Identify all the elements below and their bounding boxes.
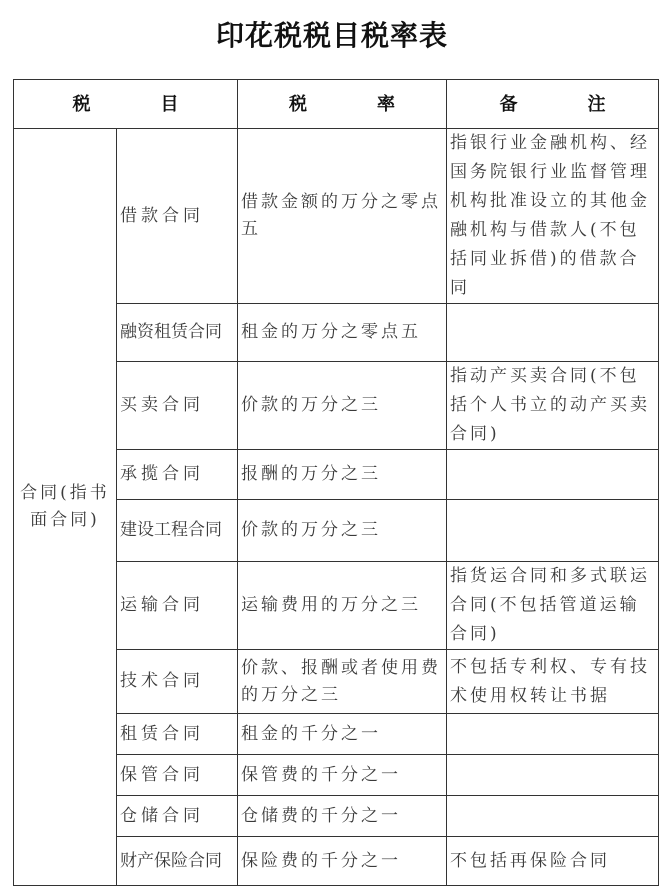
header-tax-item: 税 目 bbox=[14, 80, 238, 129]
rate-cell: 价款、报酬或者使用费的万分之三 bbox=[238, 650, 447, 714]
note-cell: 指货运合同和多式联运合同(不包括管道运输合同) bbox=[447, 562, 659, 650]
item-cell: 财产保险合同 bbox=[117, 837, 238, 886]
item-cell: 借款合同 bbox=[117, 129, 238, 304]
rate-cell: 租金的万分之零点五 bbox=[238, 304, 447, 362]
tax-rate-table bbox=[13, 79, 659, 886]
rate-cell: 保管费的千分之一 bbox=[238, 755, 447, 796]
rate-cell: 仓储费的千分之一 bbox=[238, 796, 447, 837]
note-cell: 指动产买卖合同(不包括个人书立的动产买卖合同) bbox=[447, 362, 659, 450]
note-cell bbox=[447, 304, 659, 362]
note-cell bbox=[447, 500, 659, 562]
item-cell: 建设工程合同 bbox=[117, 500, 238, 562]
rate-cell: 租金的千分之一 bbox=[238, 714, 447, 755]
item-cell: 租赁合同 bbox=[117, 714, 238, 755]
note-cell bbox=[447, 796, 659, 837]
page-title: 印花税税目税率表 bbox=[215, 19, 448, 52]
table-header-row bbox=[14, 80, 659, 129]
table-row bbox=[14, 129, 659, 304]
rate-cell: 运输费用的万分之三 bbox=[238, 562, 447, 650]
item-cell: 技术合同 bbox=[117, 650, 238, 714]
header-tax-rate: 税 率 bbox=[238, 80, 447, 129]
item-cell: 运输合同 bbox=[117, 562, 238, 650]
header-note: 备 注 bbox=[447, 80, 659, 129]
note-cell bbox=[447, 755, 659, 796]
rate-cell: 保险费的千分之一 bbox=[238, 837, 447, 886]
item-cell: 承揽合同 bbox=[117, 450, 238, 500]
rate-cell: 报酬的万分之三 bbox=[238, 450, 447, 500]
rate-cell: 借款金额的万分之零点五 bbox=[238, 129, 447, 304]
item-cell: 仓储合同 bbox=[117, 796, 238, 837]
rate-cell: 价款的万分之三 bbox=[238, 500, 447, 562]
note-cell bbox=[447, 714, 659, 755]
item-cell: 保管合同 bbox=[117, 755, 238, 796]
item-cell: 融资租赁合同 bbox=[117, 304, 238, 362]
note-cell bbox=[447, 450, 659, 500]
note-cell: 不包括专利权、专有技术使用权转让书据 bbox=[447, 650, 659, 714]
category-cell: 合同(指书面合同) bbox=[14, 129, 117, 886]
note-cell: 指银行业金融机构、经国务院银行业监督管理机构批准设立的其他金融机构与借款人(不包括同业拆借)的借款合同 bbox=[447, 129, 659, 304]
note-cell: 不包括再保险合同 bbox=[447, 837, 659, 886]
item-cell: 买卖合同 bbox=[117, 362, 238, 450]
rate-cell: 价款的万分之三 bbox=[238, 362, 447, 450]
